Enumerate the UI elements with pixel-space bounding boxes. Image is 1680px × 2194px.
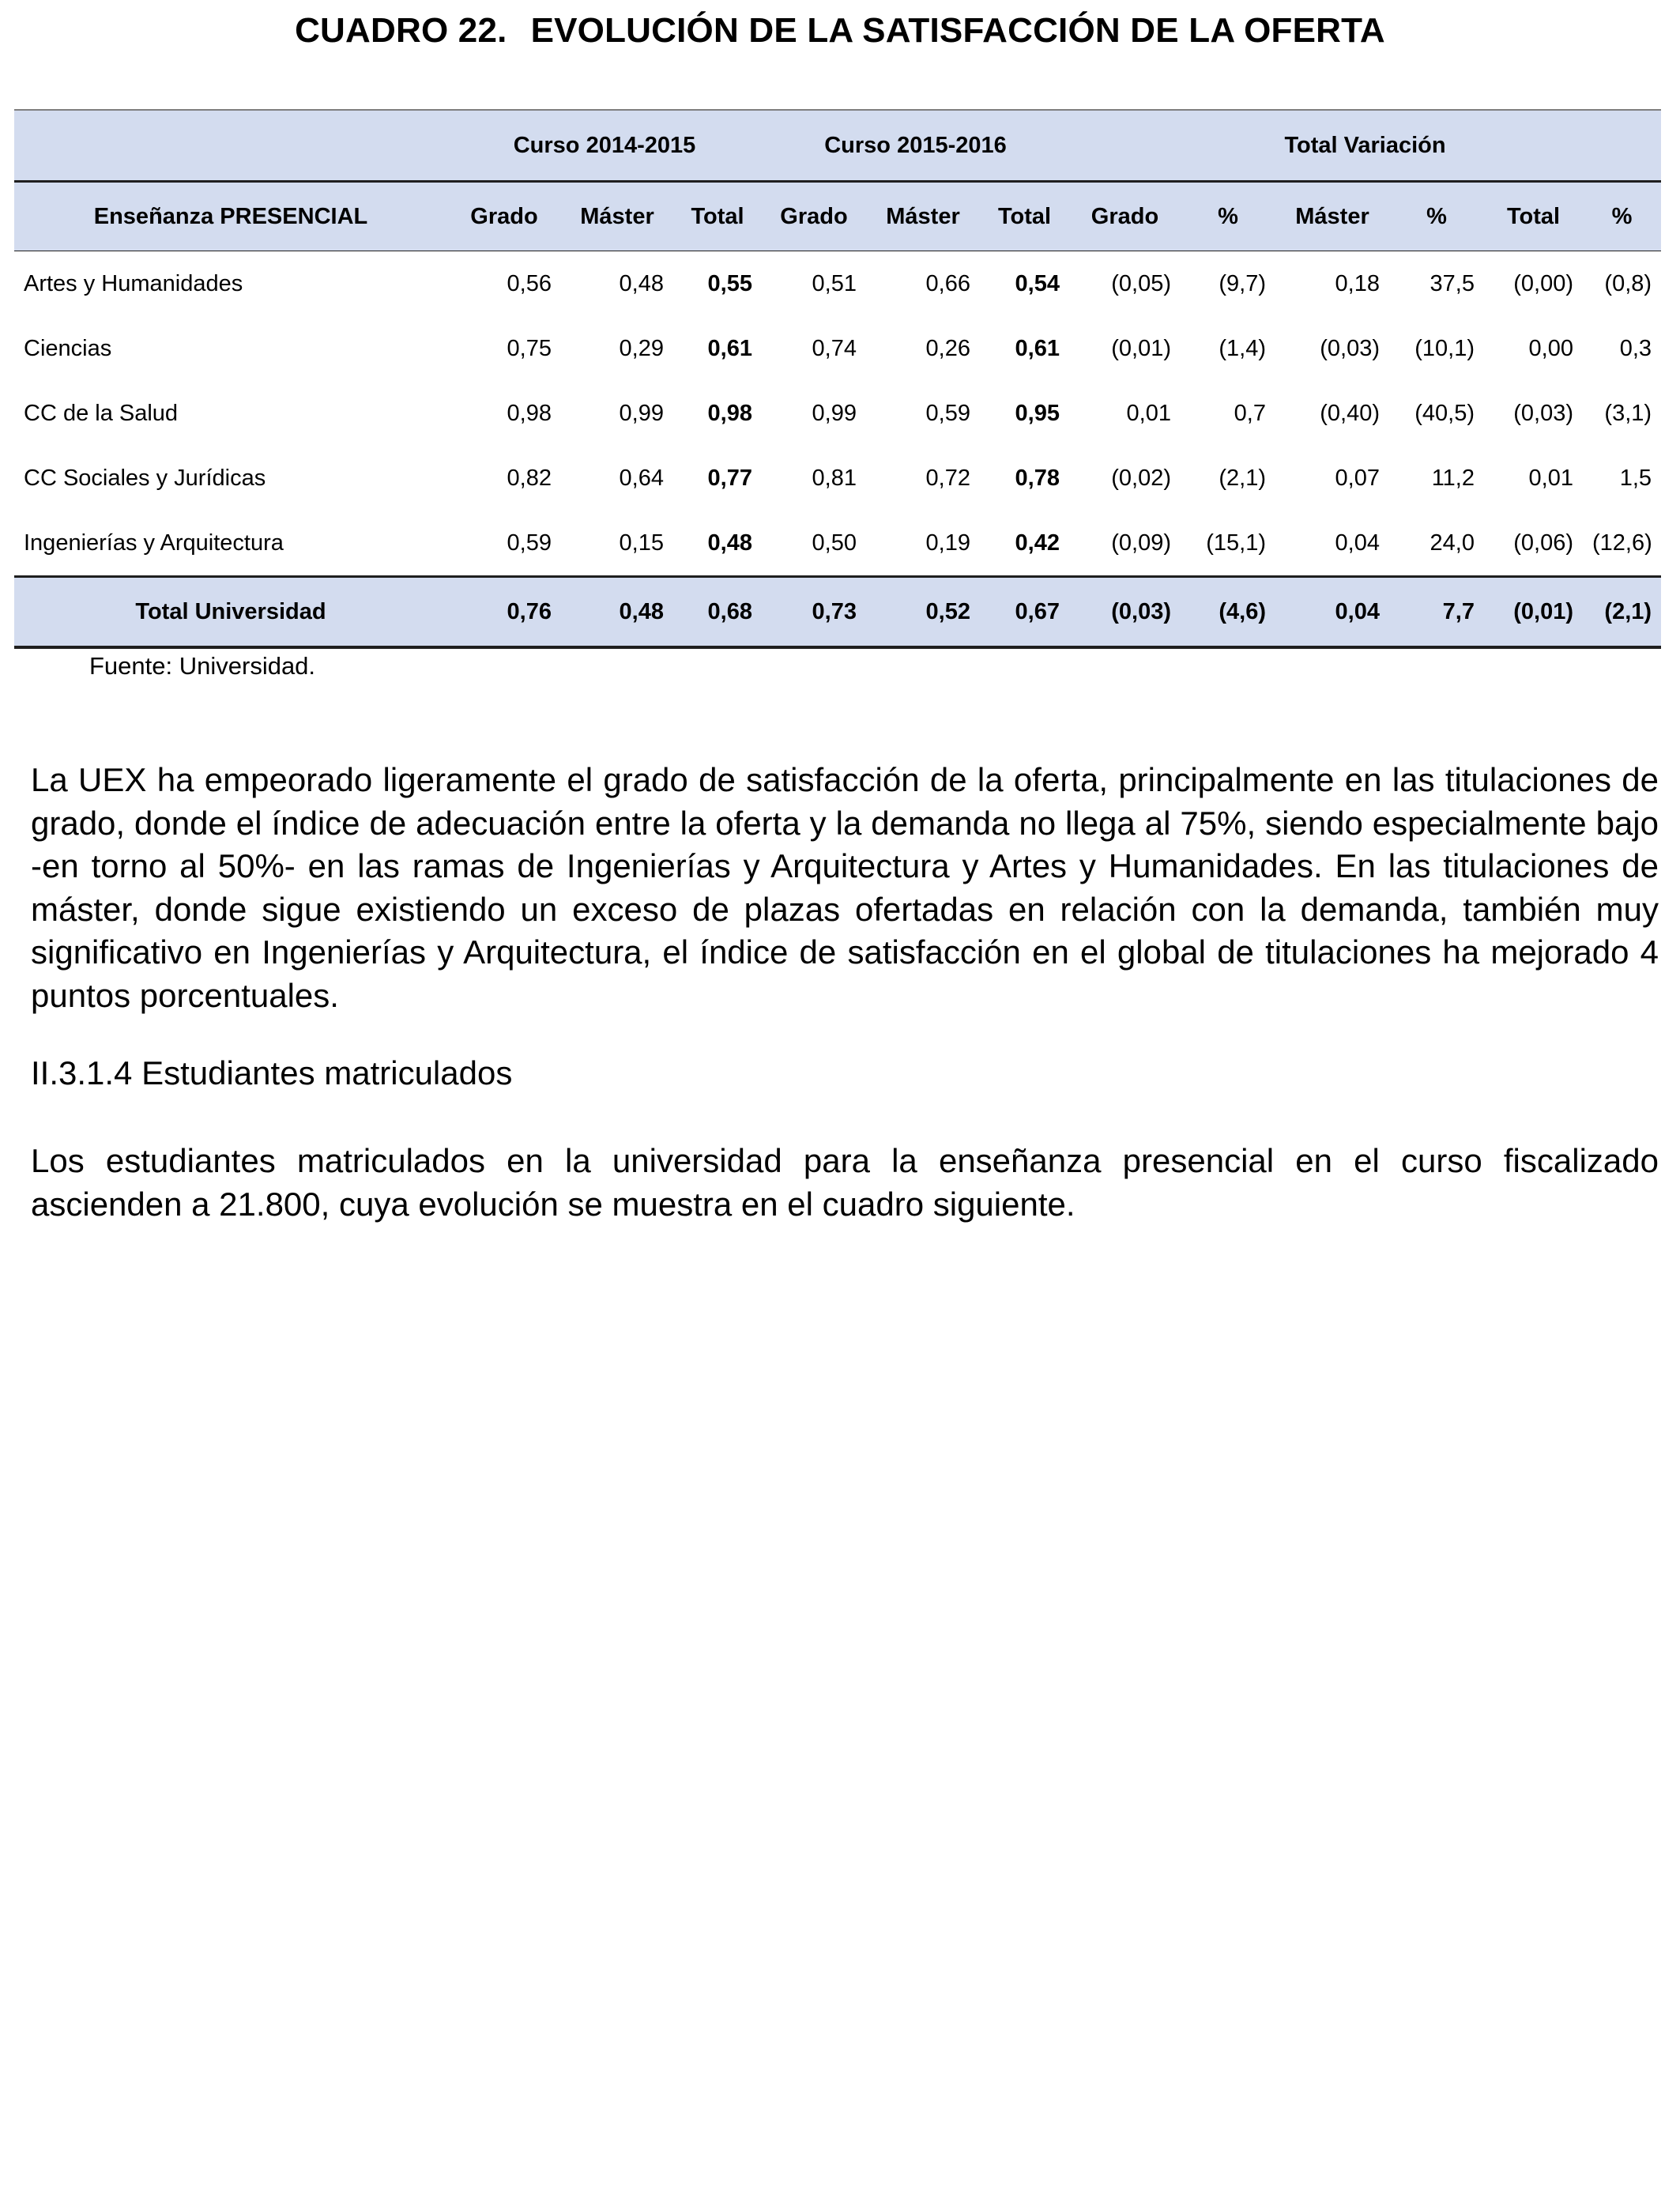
table-cell: 0,98 [707,400,752,426]
table-cell: 0,95 [1015,400,1060,426]
group-header-variation: Total Variación [1069,110,1661,182]
table-source-note: Fuente: Universidad. [89,652,316,680]
table-cell: (0,03) [1320,335,1380,361]
table-cell: 0,26 [925,335,970,361]
table-cell: 0,54 [1015,270,1060,296]
table-cell: 0,7 [1234,400,1266,426]
table-title: EVOLUCIÓN DE LA SATISFACCIÓN DE LA OFERTA [530,11,1385,50]
table-number: CUADRO 22. [295,11,507,50]
group-header-2014-2015: Curso 2014-2015 [447,110,762,182]
total-cell: 0,73 [762,577,866,648]
table-cell: 0,81 [812,465,857,491]
table-cell: (40,5) [1414,400,1475,426]
table-cell: 0,75 [507,335,552,361]
table-cell: (0,8) [1604,270,1652,296]
table-cell: (0,03) [1513,400,1573,426]
table-cell: 0,42 [980,511,1069,577]
group-header-2015-2016: Curso 2015-2016 [762,110,1069,182]
table-cell: 0,99 [812,400,857,426]
satisfaction-table-container [14,109,1661,649]
row-label: Ciencias [24,335,112,361]
table-row [14,251,1661,317]
table-cell: 0,64 [619,465,664,491]
table-cell: (0,02) [1111,465,1171,491]
table-cell: 0,78 [1015,465,1060,491]
table-cell: (12,6) [1583,511,1661,577]
total-cell: 0,52 [866,577,980,648]
table-cell: 0,56 [507,270,552,296]
total-label: Total Universidad [14,577,447,648]
table-row [14,446,1661,511]
table-cell: (15,1) [1181,511,1275,577]
table-cell: (0,05) [1111,270,1171,296]
satisfaction-table [14,109,1661,649]
table-cell: 0,61 [707,335,752,361]
column-header: Total [980,182,1069,251]
table-cell: 0,07 [1335,465,1380,491]
table-cell: 0,55 [707,270,752,296]
table-cell: (0,40) [1320,400,1380,426]
column-header: Grado [1069,182,1181,251]
table-cell: (0,06) [1484,511,1583,577]
table-cell: 0,66 [925,270,970,296]
row-label: Ingenierías y Arquitectura [14,511,447,577]
table-cell: 0,59 [925,400,970,426]
table-cell: 1,5 [1619,465,1652,491]
total-cell: 7,7 [1389,577,1484,648]
body-paragraph-1: La UEX ha empeorado ligeramente el grado de satisfacción de la oferta, principalmente en las titulaciones de grado, donde el índice de adecuación entre la oferta y la demanda no llega al 75%, siendo especialmente bajo -en torno al 50%- en las ramas de Ingenierías y Arquitectura y Artes y Humanidades. En las titulaciones de máster, donde sigue existiendo un exceso de plazas ofertadas en relación con la demanda, también muy significativo en Ingenierías y Arquitectura, el índice de satisfacción en el global de titulaciones ha mejorado 4 puntos porcentuales. [31,761,1659,1014]
section-heading: II.3.1.4 Estudiantes matriculados [31,1054,513,1091]
table-row [14,511,1661,577]
table-cell: (9,7) [1219,270,1266,296]
body-paragraph-2: Los estudiantes matriculados en la universidad para la enseñanza presencial en el curso fiscalizado ascienden a 21.800, cuya evolución se muestra en el cuadro siguiente. [31,1142,1659,1223]
row-label: CC de la Salud [24,400,179,426]
column-header: Total [1484,182,1583,251]
table-cell: 0,99 [619,400,664,426]
table-cell: 0,59 [447,511,561,577]
table-cell: 0,98 [507,400,552,426]
table-cell: 0,04 [1275,511,1389,577]
table-cell: 0,74 [812,335,857,361]
total-cell: (0,03) [1069,577,1181,648]
column-header-row [14,182,1661,251]
table-cell: 0,01 [1528,465,1573,491]
column-header: % [1181,182,1275,251]
total-cell: (4,6) [1181,577,1275,648]
column-header: Grado [762,182,866,251]
table-cell: 0,48 [673,511,762,577]
table-cell: 24,0 [1389,511,1484,577]
table-cell: (0,01) [1111,335,1171,361]
total-row [14,577,1661,648]
group-header-row [14,110,1661,182]
table-cell: 11,2 [1431,465,1475,491]
table-cell: (3,1) [1604,400,1652,426]
column-header: Total [673,182,762,251]
table-cell: (10,1) [1414,335,1475,361]
empty-header-cell [14,110,447,182]
total-cell: 0,76 [447,577,561,648]
table-cell: 0,19 [866,511,980,577]
total-cell: (0,01) [1484,577,1583,648]
column-header: Grado [447,182,561,251]
table-cell: (1,4) [1219,335,1266,361]
column-header: % [1389,182,1484,251]
table-cell: 0,50 [762,511,866,577]
table-cell: (0,09) [1069,511,1181,577]
table-cell: 0,51 [812,270,857,296]
table-cell: 0,18 [1335,270,1380,296]
total-cell: (2,1) [1583,577,1661,648]
column-header: Máster [561,182,673,251]
page-title [0,11,1680,51]
table-row [14,316,1661,381]
table-cell: 0,48 [619,270,664,296]
table-cell: 0,01 [1126,400,1171,426]
table-cell: 0,29 [619,335,664,361]
table-cell: 37,5 [1430,270,1475,296]
total-cell: 0,04 [1275,577,1389,648]
total-cell: 0,67 [980,577,1069,648]
table-cell: 0,15 [561,511,673,577]
table-row [14,381,1661,446]
total-cell: 0,48 [561,577,673,648]
row-header: Enseñanza PRESENCIAL [14,182,447,251]
table-cell: 0,72 [925,465,970,491]
column-header: Máster [866,182,980,251]
table-cell: (2,1) [1219,465,1266,491]
table-cell: 0,3 [1619,335,1652,361]
column-header: % [1583,182,1661,251]
row-label: Artes y Humanidades [24,270,243,296]
table-cell: 0,77 [707,465,752,491]
row-label: CC Sociales y Jurídicas [24,465,266,491]
table-cell: (0,00) [1513,270,1573,296]
table-cell: 0,00 [1528,335,1573,361]
column-header: Máster [1275,182,1389,251]
total-cell: 0,68 [673,577,762,648]
table-cell: 0,82 [507,465,552,491]
table-cell: 0,61 [1015,335,1060,361]
